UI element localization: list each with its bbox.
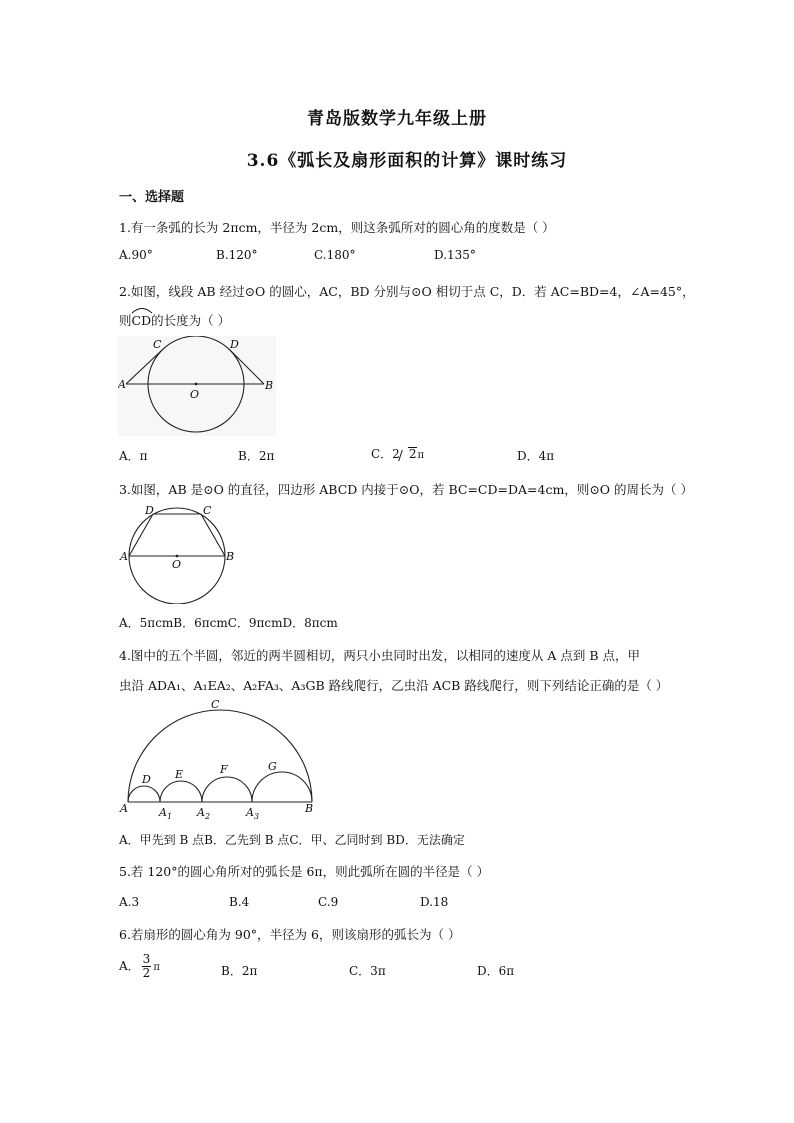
question-6-option-d: D．6π [477, 964, 515, 978]
question-1-option-a: A.90° [119, 248, 153, 262]
page-title: 青岛版数学九年级上册 [307, 109, 487, 129]
question-5-option-d: D.18 [420, 895, 449, 909]
figure-4-label-g: G [268, 760, 277, 773]
arc-cd-label: CD [131, 313, 152, 328]
figure-2-center-point [195, 383, 198, 386]
figure-3-quadrilateral [129, 514, 225, 556]
option-a-prefix: A． [119, 959, 140, 973]
question-2-stem-post: 的长度为（ ） [151, 313, 231, 328]
figure-4-label-f: F [220, 763, 228, 776]
figure-4-label-a3: $A_3$ [246, 806, 260, 821]
option-c-radicand: 2 [408, 447, 417, 461]
figure-4-label-a: A [120, 802, 128, 815]
question-3-stem: 3.如图，AB 是⊙O 的直径，四边形 ABCD 内接于⊙O，若 BC=CD=DA=4cm，则⊙O 的周长为（ ） [119, 482, 693, 497]
question-2-stem-pre: 则 [119, 313, 132, 328]
question-5-option-a: A.3 [119, 895, 140, 909]
question-2-option-b: B．2π [238, 449, 275, 463]
option-a-suffix: π [153, 962, 160, 973]
question-5-option-c: C.9 [318, 895, 339, 909]
question-6-stem: 6.若扇形的圆心角为 90°，半径为 6，则该扇形的弧长为（ ） [119, 927, 461, 942]
question-3-options: A．5πcmB．6πcmC．9πcmD．8πcm [119, 616, 338, 630]
figure-2-background [118, 336, 276, 436]
question-1-option-b: B.120° [216, 248, 258, 262]
figure-2-label-b: B [265, 379, 274, 392]
question-2-option-c [371, 445, 424, 462]
figure-4-semicircle-g [252, 772, 312, 802]
figure-4-semicircle-f [202, 777, 252, 802]
figure-4-label-c: C [211, 698, 220, 711]
figure-4-label-b: B [305, 802, 314, 815]
figure-3-label-a: A [120, 550, 128, 563]
arc-mark-icon [131, 306, 153, 314]
question-2-stem-line2 [119, 311, 230, 329]
figure-2-label-c: C [153, 338, 162, 351]
figure-4-label-d: D [142, 773, 151, 786]
question-4-stem-line1: 4.图中的五个半圆，邻近的两半圆相切，两只小虫同时出发，以相同的速度从 A 点到 B 点，甲 [119, 648, 641, 663]
question-3-figure [118, 500, 240, 604]
question-4-figure [118, 696, 324, 822]
figure-3-center-point [176, 555, 179, 558]
figure-3-label-b: B [226, 550, 235, 563]
figure-4-label-a1: $A_1$ [159, 806, 173, 821]
sqrt-symbol [408, 447, 418, 461]
question-1-option-d: D.135° [434, 248, 476, 262]
question-1-stem: 1.有一条弧的长为 2πcm，半径为 2cm，则这条弧所对的圆心角的度数是（ ） [119, 220, 555, 235]
figure-4-label-e: E [175, 768, 184, 781]
question-5-stem: 5.若 120°的圆心角所对的弧长是 6π，则此弧所在圆的半径是（ ） [119, 864, 490, 879]
question-5-option-b: B.4 [229, 895, 250, 909]
question-6-option-b: B．2π [221, 964, 258, 978]
figure-4-semicircle-e [160, 781, 202, 802]
figure-2-label-a: A [118, 378, 126, 391]
fraction [142, 953, 152, 980]
question-1-option-c: C.180° [314, 248, 356, 262]
figure-2-label-o: O [190, 388, 200, 401]
figure-3-label-d: D [145, 504, 154, 517]
arc-cd-notation [132, 313, 152, 328]
figure-3-label-c: C [203, 504, 212, 517]
question-6-option-a [119, 953, 160, 980]
page-subtitle: 3.6《弧长及扇形面积的计算》课时练习 [246, 151, 568, 171]
question-2-option-a: A．π [119, 449, 148, 463]
question-2-figure [118, 336, 276, 436]
question-4-stem-line2: 虫沿 ADA₁、A₁EA₂、A₂FA₃、A₃GB 路线爬行，乙虫沿 ACB 路线爬行，则下列结论正确的是（ ） [119, 678, 669, 693]
question-4-options: A．甲先到 B 点B．乙先到 B 点C．甲、乙同时到 BD．无法确定 [119, 833, 465, 847]
option-c-prefix: C．2 [371, 447, 400, 461]
question-2-stem-line1: 2.如图，线段 AB 经过⊙O 的圆心，AC，BD 分别与⊙O 相切于点 C，D．若 AC=BD=4，∠A=45°， [119, 284, 695, 299]
figure-4-label-a2: $A_2$ [197, 806, 211, 821]
question-2-option-d: D．4π [517, 449, 555, 463]
question-6-option-c: C．3π [349, 964, 386, 978]
figure-2-label-d: D [230, 338, 239, 351]
figure-3-label-o: O [172, 558, 182, 571]
figure-4-semicircle-d [128, 786, 160, 802]
fraction-denominator: 2 [142, 966, 151, 980]
option-c-suffix: π [417, 450, 425, 461]
fraction-numerator: 3 [142, 952, 151, 966]
section-heading: 一、选择题 [119, 190, 185, 205]
figure-4-big-semicircle [128, 710, 312, 802]
